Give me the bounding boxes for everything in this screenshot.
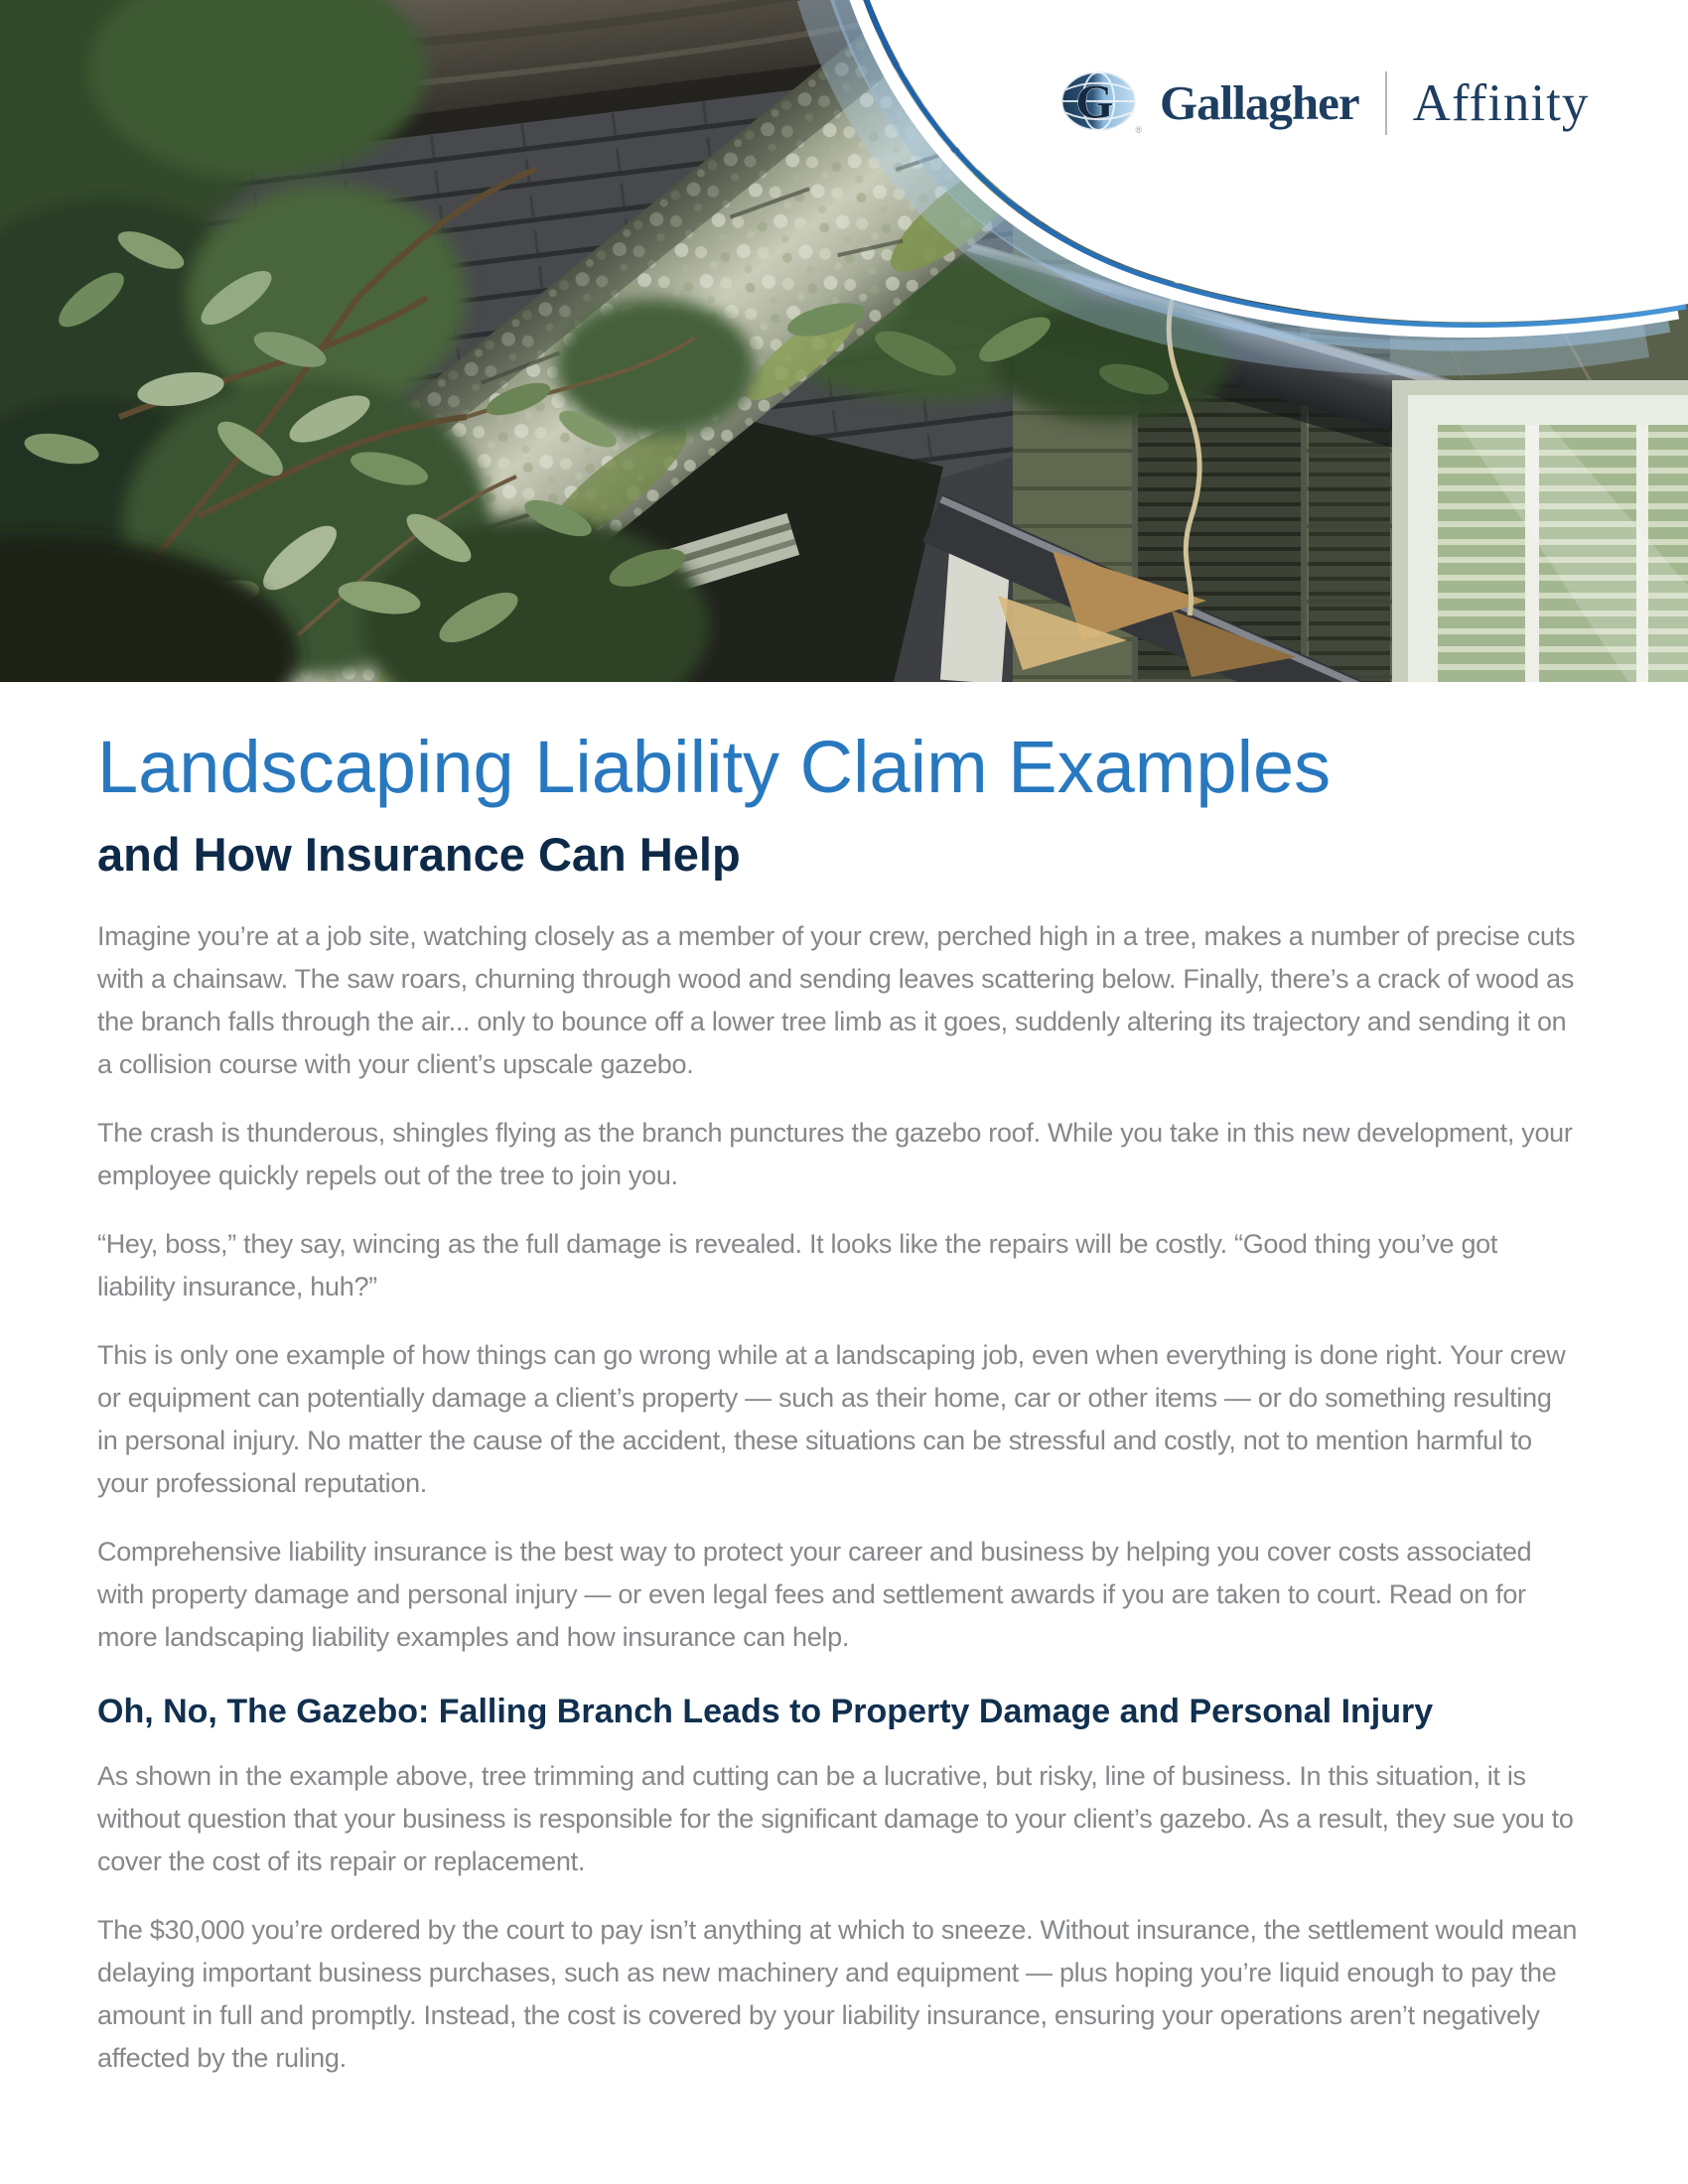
- registered-mark: ®: [1135, 124, 1143, 135]
- intro-paragraph-4: This is only one example of how things can go wrong while at a landscaping job, even when everything is done right. Your crew or equipment can potentially damage a client’s property — such as their home, car or other items — or do something resulting in personal injury. No matter the cause of the accident, these situations can be stressful and costly, not to mention harmful to your professional reputation.: [97, 1339, 1566, 1498]
- page-title: Landscaping Liability Claim Examples: [97, 726, 1332, 808]
- gallagher-globe-icon: [1060, 69, 1144, 136]
- intro-paragraph-2: The crash is thunderous, shingles flying as the branch punctures the gazebo roof. While you take in this new development, your employee quickly repels out of the tree to join you.: [97, 1117, 1573, 1190]
- section-paragraph-1: As shown in the example above, tree trimming and cutting can be a lucrative, but risky, line of business. In this situation, it is without question that your business is responsible for the significant damage to your client’s gazebo. As a result, they sue you to cover the cost of its repair or replacement.: [97, 1760, 1574, 1876]
- article: [0, 682, 1688, 2080]
- intro-paragraph-1: Imagine you’re at a job site, watching closely as a member of your crew, perched high in a tree, makes a number of precise cuts with a chainsaw. The saw roars, churning through wood and sending leaves scattering below. Finally, there’s a crack of wood as the branch falls through the air... only to bounce off a lower tree limb as it goes, suddenly altering its trajectory and sending it on a collision course with your client’s upscale gazebo.: [97, 920, 1576, 1079]
- window: [1392, 380, 1688, 682]
- hero: [0, 0, 1688, 682]
- page-subtitle: and How Insurance Can Help: [97, 827, 741, 881]
- brand-gallagher: Gallagher: [1160, 75, 1359, 130]
- brand-affinity: Affinity: [1412, 73, 1590, 132]
- intro-paragraph-3: “Hey, boss,” they say, wincing as the full damage is revealed. It looks like the repairs will be costly. “Good thing you’ve got liability insurance, huh?”: [97, 1228, 1498, 1301]
- section-heading: Oh, No, The Gazebo: Falling Branch Leads to Property Damage and Personal Injury: [97, 1692, 1434, 1730]
- brand-divider: [1385, 71, 1387, 135]
- section-paragraph-2: The $30,000 you’re ordered by the court to pay isn’t anything at which to sneeze. Without insurance, the settlement would mean delaying important business purchases, such as new machinery and equipment — plus hoping you’re liquid enough to pay the amount in full and promptly. Instead, the cost is covered by your liability insurance, ensuring your operations aren’t negatively affected by the ruling.: [97, 1914, 1578, 2073]
- intro-paragraph-5: Comprehensive liability insurance is the best way to protect your career and business by helping you cover costs associated with property damage and personal injury — or even legal fees and settlement awards if you are taken to court. Read on for more landscaping liability examples and how insurance can help.: [97, 1536, 1532, 1652]
- globe-letter: G: [1075, 74, 1114, 129]
- brand-lockup: [1060, 69, 1589, 136]
